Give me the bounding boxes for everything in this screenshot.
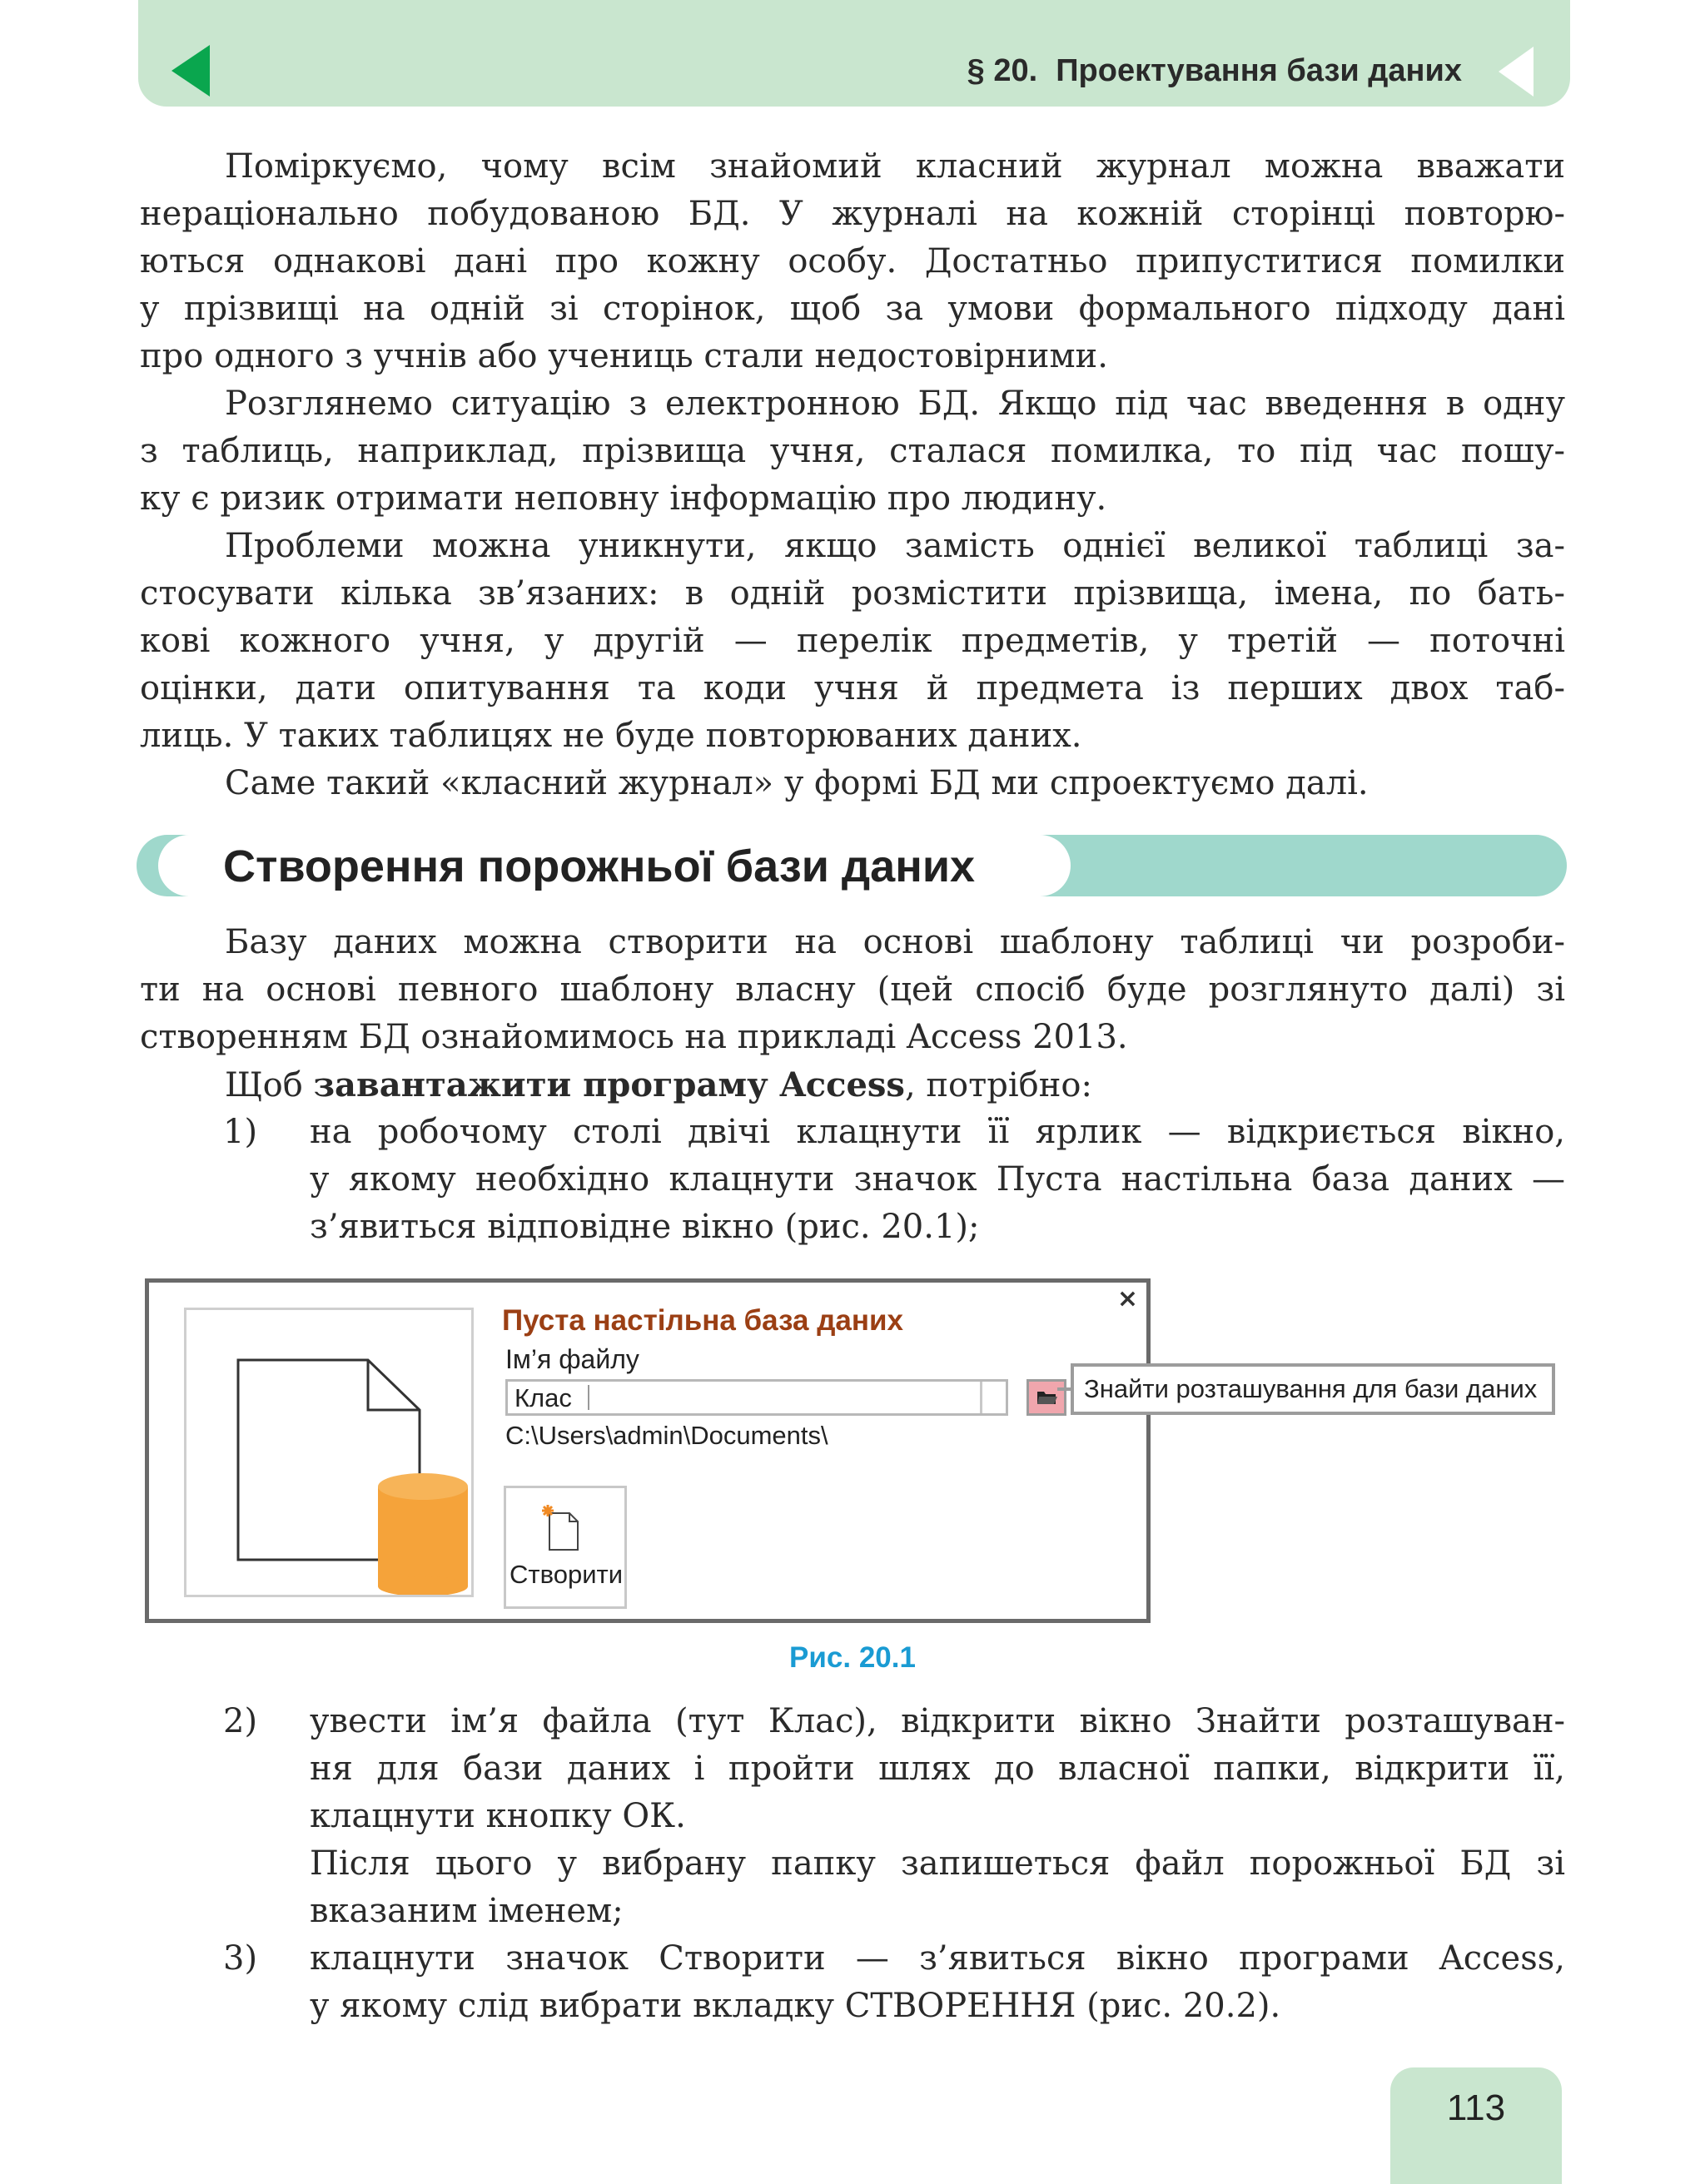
database-preview [184,1308,474,1597]
intro-text [140,143,1565,807]
folder-icon [1029,1382,1064,1413]
text-line: у якому слід вибрати вкладку СТВОРЕННЯ (рис. 20.2). [310,1987,1281,2025]
file-name-value: Клас [514,1383,572,1412]
text-line: нераціонально побудованою БД. У журналі на кожній сторінці повторю- [140,195,1565,233]
page-number-tab [1390,2067,1562,2184]
section-number: § 20. [967,53,1038,88]
text-line: Проблеми можна уникнути, якщо замість однієї великої таблиці за- [225,527,1565,565]
text-line: Поміркуємо, чому всім знайомий класний журнал можна вважати [225,147,1565,186]
back-arrow-icon[interactable] [171,45,210,97]
text-line: ня для бази даних і пройти шлях до власної папки, відкрити її, [310,1750,1565,1788]
header-title [967,53,1462,89]
text-line: ються однакові дані про кожну особу. Достатньо припуститися помилки [140,242,1565,280]
text-line: створенням БД ознайомимось на прикладі Access 2013. [140,1018,1128,1056]
body-text [140,919,1565,1109]
section-running-title: Проектування бази даних [1056,53,1462,88]
text-line: з’явиться відповідне вікно (рис. 20.1); [310,1208,980,1246]
list-body [310,1698,1565,1935]
access-intro-line [140,1061,1565,1109]
save-path: C:\Users\admin\Documents\ [505,1421,828,1450]
text-line: ку є ризик отримати неповну інформацію про людину. [140,479,1107,518]
text-line: Саме такий «класний журнал» у формі БД ми спроектуємо далі. [225,764,1369,802]
list-body [310,1109,1565,1251]
intro-paragraph-1-rest [140,191,1565,380]
text-line: вказаним іменем; [310,1892,624,1930]
text-line: увести ім’я файла (тут Клас), відкрити вікно Знайти розташуван- [310,1702,1565,1740]
file-name-label: Ім’я файлу [505,1344,639,1374]
list-item [140,1109,1565,1251]
text-line: клацнути значок Створити — з’явиться вікно програми Access, [310,1939,1565,1978]
browse-tooltip: Знайти розташування для бази даних [1071,1363,1555,1415]
intro-paragraph-1 [140,143,1565,191]
list-number: 3) [223,1939,258,1978]
bold-term: завантажити програму Access [313,1065,905,1104]
file-name-input[interactable] [505,1379,1008,1416]
create-button[interactable] [504,1486,627,1609]
section-heading: Створення порожньої бази даних [223,841,976,891]
text-line: оцінки, дати опитування та коди учня й предмета із перших двох таб- [140,669,1565,707]
figure-caption: Рис. 20.1 [789,1641,916,1674]
text-line: Базу даних можна створити на основі шаблону таблиці чи розроби- [225,923,1565,961]
text-line: на робочому столі двічі клацнути її ярлик — відкриється вікно, [310,1113,1565,1151]
blank-database-icon [186,1310,471,1595]
page-number: 113 [1446,2087,1506,2128]
text-line: у якому необхідно клацнути значок Пуста настільна база даних — [310,1160,1565,1199]
browse-folder-button[interactable] [1026,1379,1066,1416]
list-number: 1) [223,1113,258,1151]
text-line: Після цього у вибрану папку запишеться файл порожньої БД зі [310,1844,1565,1883]
text-line: стосувати кілька зв’язаних: в одній розмістити прізвища, імена, по бать- [140,574,1565,613]
text-line: про одного з учнів або учениць стали недостовірними. [140,337,1108,375]
page-header [138,0,1570,107]
text-line: ти на основі певного шаблону власну (цей спосіб буде розглянуто далі) зі [140,970,1565,1009]
forward-arrow-icon[interactable] [1499,47,1534,97]
text-fragment: Щоб [225,1066,314,1104]
text-line: з таблиць, наприклад, прізвища учня, сталася помилка, то під час пошу- [140,432,1565,470]
text-line: клацнути кнопку ОК. [310,1797,686,1835]
text-line: кові кожного учня, у другій — перелік предметів, у третій — поточні [140,622,1565,660]
text-line: у прізвищі на одній зі сторінок, щоб за умови формального підходу дані [140,290,1565,328]
close-icon[interactable]: × [1116,1284,1138,1313]
list-body [310,1935,1565,2030]
intro-paragraph-3 [140,523,1565,760]
input-end-cap [980,1382,1006,1413]
text-line: Розглянемо ситуацію з електронною БД. Якщо під час введення в одну [225,385,1565,423]
list-item [140,1698,1565,1935]
text-cursor [588,1385,589,1410]
text-fragment: , потрібно: [904,1066,1092,1104]
intro-paragraph-2 [140,380,1565,523]
figure-dialog [145,1278,1151,1623]
new-file-icon [506,1488,623,1558]
dialog-title: Пуста настільна база даних [502,1304,904,1337]
list-number: 2) [223,1702,258,1740]
intro-paragraph-4 [140,760,1565,807]
text-line: лиць. У таких таблицях не буде повторюваних даних. [140,717,1082,755]
create-button-label: Створити [510,1560,624,1589]
list-item [140,1935,1565,2030]
